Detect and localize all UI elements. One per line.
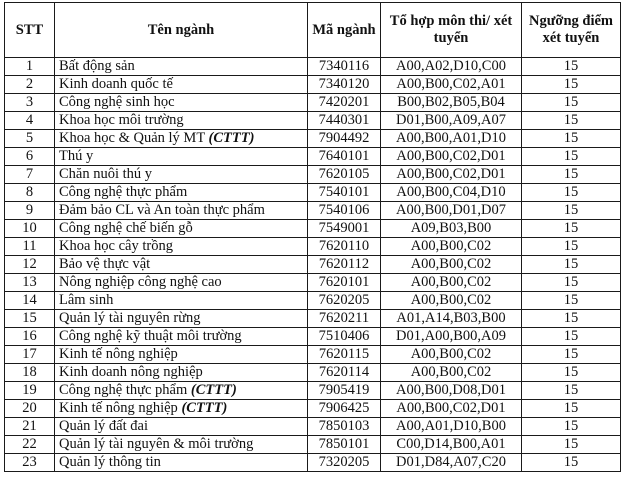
row-combo: D01,D84,A07,C20: [381, 454, 522, 472]
row-code: 7905419: [308, 382, 381, 400]
row-combo: A00,B00,D08,D01: [381, 382, 522, 400]
table-row: [5, 220, 621, 238]
row-score: 15: [522, 184, 621, 202]
major-name: Bảo vệ thực vật: [59, 256, 151, 272]
row-stt: 12: [5, 256, 55, 274]
row-combo: A00,B00,C02: [381, 292, 522, 310]
row-stt: 18: [5, 364, 55, 382]
row-score: 15: [522, 436, 621, 454]
table-row: [5, 328, 621, 346]
row-combo: D01,B00,A09,A07: [381, 112, 522, 130]
row-stt: 19: [5, 382, 55, 400]
row-code: 7620205: [308, 292, 381, 310]
major-name: Kinh doanh quốc tế: [59, 76, 173, 92]
row-combo: A09,B03,B00: [381, 220, 522, 238]
row-score: 15: [522, 274, 621, 292]
row-stt: 15: [5, 310, 55, 328]
row-major: [55, 94, 308, 112]
row-combo: A00,B00,D01,D07: [381, 202, 522, 220]
table-row: [5, 274, 621, 292]
row-major: [55, 364, 308, 382]
row-code: 7620211: [308, 310, 381, 328]
row-score: 15: [522, 112, 621, 130]
row-score: 15: [522, 328, 621, 346]
row-code: 7906425: [308, 400, 381, 418]
row-stt: 6: [5, 148, 55, 166]
major-name: Thú y: [59, 148, 94, 164]
table-header-row: [5, 3, 621, 58]
header-combo: Tổ hợp môn thi/ xét tuyển: [381, 3, 522, 58]
major-name: Khoa học môi trường: [59, 112, 184, 128]
row-score: 15: [522, 148, 621, 166]
row-combo: A00,B00,C02: [381, 274, 522, 292]
row-score: 15: [522, 220, 621, 238]
table-row: [5, 184, 621, 202]
row-major: [55, 166, 308, 184]
admission-threshold-table: [4, 2, 621, 472]
row-combo: B00,B02,B05,B04: [381, 94, 522, 112]
row-stt: 4: [5, 112, 55, 130]
table-row: [5, 238, 621, 256]
row-score: 15: [522, 202, 621, 220]
row-code: 7340116: [308, 58, 381, 76]
row-stt: 8: [5, 184, 55, 202]
row-score: 15: [522, 256, 621, 274]
row-combo: A00,B00,C02: [381, 256, 522, 274]
row-stt: 17: [5, 346, 55, 364]
table-row: [5, 382, 621, 400]
major-name: Quản lý thông tin: [59, 454, 161, 470]
row-major: [55, 310, 308, 328]
table-row: [5, 130, 621, 148]
row-code: 7620114: [308, 364, 381, 382]
row-major: [55, 382, 308, 400]
row-major: [55, 256, 308, 274]
table-row: [5, 112, 621, 130]
table-row: [5, 400, 621, 418]
row-major: [55, 130, 308, 148]
major-name: Đảm bảo CL và An toàn thực phẩm: [59, 202, 265, 218]
header-stt: STT: [5, 3, 55, 58]
row-combo: A00,B00,C02,D01: [381, 400, 522, 418]
row-combo: A00,B00,C02: [381, 346, 522, 364]
table-row: [5, 202, 621, 220]
row-code: 7540101: [308, 184, 381, 202]
row-major: [55, 58, 308, 76]
major-name: Kinh tế nông nghiệp: [59, 346, 178, 362]
table-row: [5, 76, 621, 94]
row-major: [55, 76, 308, 94]
row-code: 7620101: [308, 274, 381, 292]
major-name: Khoa học cây trồng: [59, 238, 173, 254]
major-name: Công nghệ chế biến gỗ: [59, 220, 193, 236]
row-score: 15: [522, 418, 621, 436]
row-major: [55, 112, 308, 130]
row-combo: A00,B00,C02,D01: [381, 166, 522, 184]
row-combo: A00,B00,C04,D10: [381, 184, 522, 202]
table-body: [5, 58, 621, 472]
table-row: [5, 292, 621, 310]
row-major: [55, 454, 308, 472]
major-name: Công nghệ kỹ thuật môi trường: [59, 328, 242, 344]
row-stt: 7: [5, 166, 55, 184]
row-code: 7640101: [308, 148, 381, 166]
major-name: Chăn nuôi thú y: [59, 166, 153, 182]
row-stt: 5: [5, 130, 55, 148]
major-name: Khoa học & Quản lý MT: [59, 130, 209, 146]
row-stt: 23: [5, 454, 55, 472]
row-major: [55, 238, 308, 256]
row-major: [55, 148, 308, 166]
row-score: 15: [522, 382, 621, 400]
major-name: Công nghệ thực phẩm: [59, 382, 191, 398]
row-code: 7620110: [308, 238, 381, 256]
row-score: 15: [522, 130, 621, 148]
row-stt: 16: [5, 328, 55, 346]
row-combo: A01,A14,B03,B00: [381, 310, 522, 328]
row-stt: 2: [5, 76, 55, 94]
major-name: Lâm sinh: [59, 292, 114, 308]
row-code: 7320205: [308, 454, 381, 472]
program-tag: (CTTT): [181, 400, 228, 416]
row-code: 7510406: [308, 328, 381, 346]
header-major: Tên ngành: [55, 3, 308, 58]
row-major: [55, 400, 308, 418]
row-combo: A00,B00,C02,A01: [381, 76, 522, 94]
row-combo: A00,B00,A01,D10: [381, 130, 522, 148]
row-score: 15: [522, 346, 621, 364]
major-name: Quản lý tài nguyên & môi trường: [59, 436, 254, 452]
row-code: 7540106: [308, 202, 381, 220]
row-stt: 11: [5, 238, 55, 256]
major-name: Công nghệ thực phẩm: [59, 184, 188, 200]
row-code: 7620112: [308, 256, 381, 274]
row-score: 15: [522, 292, 621, 310]
row-score: 15: [522, 58, 621, 76]
table-row: [5, 256, 621, 274]
major-name: Kinh doanh nông nghiệp: [59, 364, 203, 380]
row-major: [55, 418, 308, 436]
row-major: [55, 346, 308, 364]
row-major: [55, 202, 308, 220]
major-name: Công nghệ sinh học: [59, 94, 175, 110]
table-row: [5, 166, 621, 184]
row-major: [55, 274, 308, 292]
row-code: 7549001: [308, 220, 381, 238]
table-row: [5, 454, 621, 472]
row-code: 7340120: [308, 76, 381, 94]
row-combo: A00,B00,C02: [381, 238, 522, 256]
row-score: 15: [522, 166, 621, 184]
row-stt: 13: [5, 274, 55, 292]
row-stt: 14: [5, 292, 55, 310]
row-major: [55, 184, 308, 202]
row-stt: 9: [5, 202, 55, 220]
row-stt: 22: [5, 436, 55, 454]
major-name: Quản lý đất đai: [59, 418, 148, 434]
row-code: 7904492: [308, 130, 381, 148]
row-combo: D01,A00,B00,A09: [381, 328, 522, 346]
program-tag: (CTTT): [190, 382, 237, 398]
major-name: Bất động sản: [59, 58, 135, 74]
table-row: [5, 58, 621, 76]
major-name: Quản lý tài nguyên rừng: [59, 310, 201, 326]
program-tag: (CTTT): [208, 130, 255, 146]
table-row: [5, 310, 621, 328]
row-combo: A00,B00,C02,D01: [381, 148, 522, 166]
row-stt: 21: [5, 418, 55, 436]
major-name: Nông nghiệp công nghệ cao: [59, 274, 222, 290]
row-combo: A00,B00,C02: [381, 364, 522, 382]
table-row: [5, 436, 621, 454]
row-score: 15: [522, 400, 621, 418]
row-combo: A00,A02,D10,C00: [381, 58, 522, 76]
row-combo: A00,A01,D10,B00: [381, 418, 522, 436]
row-code: 7420201: [308, 94, 381, 112]
row-combo: C00,D14,B00,A01: [381, 436, 522, 454]
table-row: [5, 148, 621, 166]
row-major: [55, 328, 308, 346]
row-score: 15: [522, 310, 621, 328]
row-stt: 3: [5, 94, 55, 112]
row-major: [55, 292, 308, 310]
header-code: Mã ngành: [308, 3, 381, 58]
row-score: 15: [522, 238, 621, 256]
table-row: [5, 346, 621, 364]
row-stt: 1: [5, 58, 55, 76]
row-score: 15: [522, 454, 621, 472]
row-code: 7440301: [308, 112, 381, 130]
header-score: Ngưỡng điểm xét tuyển: [522, 3, 621, 58]
row-major: [55, 436, 308, 454]
row-code: 7620105: [308, 166, 381, 184]
row-code: 7850101: [308, 436, 381, 454]
major-name: Kinh tế nông nghiệp: [59, 400, 182, 416]
row-code: 7620115: [308, 346, 381, 364]
row-score: 15: [522, 76, 621, 94]
table-row: [5, 94, 621, 112]
row-stt: 10: [5, 220, 55, 238]
row-code: 7850103: [308, 418, 381, 436]
row-score: 15: [522, 94, 621, 112]
row-stt: 20: [5, 400, 55, 418]
row-score: 15: [522, 364, 621, 382]
table-row: [5, 418, 621, 436]
row-major: [55, 220, 308, 238]
table-row: [5, 364, 621, 382]
